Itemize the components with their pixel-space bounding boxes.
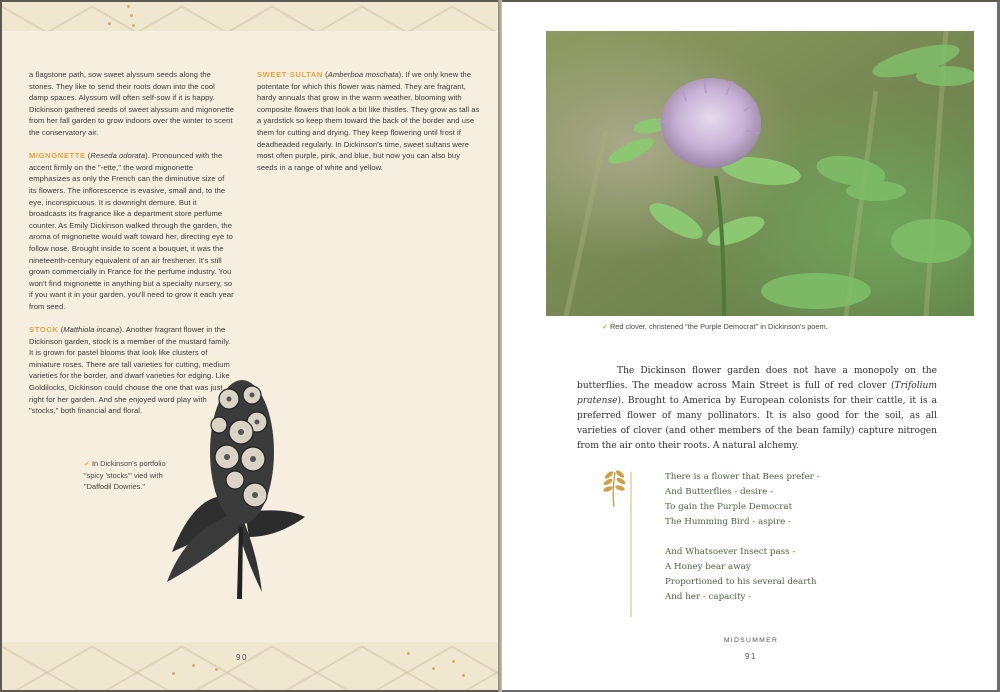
text-column-1 <box>29 69 234 428</box>
entry-stock: STOCK (Matthiola incana). Another fragrant flower in the Dickinson garden, stock is a member of the mustard family. It is grown for pastel blooms that look like clusters of miniature roses. There are tall varieties for cutting, medium varieties for the border, and dwarf varieties for edging. Like Goldilocks, Dickinson could choose the one that was just right for her garden. And she enjoyed word play with "stocks," both financial and floral. <box>29 325 231 416</box>
decorative-footer-band <box>2 642 500 690</box>
leaf-bullet-icon: ✔ <box>602 324 608 331</box>
latin-name: Amberboa moschata <box>327 70 399 79</box>
decorative-header-band <box>2 2 500 31</box>
poem <box>665 470 895 605</box>
entry-heading: SWEET SULTAN <box>257 70 323 79</box>
page-number: 90 <box>236 653 248 662</box>
poem-divider <box>630 472 632 617</box>
entry-text: . Another fragrant flower in the Dickinson garden, stock is a member of the mustard family. It is grown for pastel blooms that look like clusters of miniature roses. There are tall varieties for cutting, medium varieties for the border, and dwarf varieties for edging. Like Goldilocks, Dickinson could choose the one that was just right for her garden. And she enjoyed word play with "stocks," both financial and floral. <box>29 325 231 416</box>
right-page <box>502 0 1000 692</box>
illustration-caption: ✔ In Dickinson's portfolio "spicy 'stocks'" vied with "Daffodil Dowries." <box>84 459 166 491</box>
photo-caption: ✔ Red clover, christened "the Purple Democrat" in Dickinson's poem. <box>602 322 828 331</box>
poem-line: The Humming Bird - aspire - <box>665 517 791 527</box>
body-paragraph: The Dickinson flower garden does not have a monopoly on the butterflies. The meadow across Main Street is full of red clover (Trifolium pratense). Brought to America by European colonists for their cattle, it is a preferred flower of many pollinators. It is also good for the soil, as all varieties of clover (and other members of the bean family) capture nitrogen from the air onto their roots. A natural alchemy. <box>577 366 937 452</box>
poem-line: To gain the Purple Democrat <box>665 502 793 512</box>
poem-line: There is a flower that Bees prefer - <box>665 472 820 482</box>
running-head: MIDSUMMER <box>723 637 779 644</box>
poem-line: And her - capacity - <box>665 592 752 602</box>
leaf-bullet-icon: ✔ <box>84 461 90 468</box>
poem-line: And Whatsoever Insect pass - <box>665 547 796 557</box>
entry-text: . If we only knew the potentate for which this flower was named. They are fragrant, hardy annuals that grow in the warm weather, blooming with composite flowers that look a bit like thistles. They grow as tall as a yardstick so keep them toward the back of the border and use them for cutting and drying. They keep flowering until frost if deadheaded regularly. In Dickinson's time, sweet sultans were most often purple, pink, and blue, but now you can also buy seeds in a range of white and yellow. <box>257 70 480 172</box>
poem-line: A Honey bear away <box>665 562 751 572</box>
latin-name: Reseda odorata <box>90 151 146 161</box>
poem-line: Proportioned to his several dearth <box>665 577 817 587</box>
latin-name: Matthiola incana <box>63 325 120 335</box>
latin-name: Trifolium pratense <box>577 381 937 407</box>
entry-mignonette: MIGNONETTE (Reseda odorata). Pronounced with the accent firmly on the "-ette," the word mignonette emphasizes as only the French can the diminutive size of its flowers. The inflorescence is evasive, small and, to the eye, inconspicuous. It is downright demure. But it broadcasts its fragrance like a department store perfume counter. As Emily Dickinson walked through the garden, the aroma of mignonette would waft toward her, directing eye to follow nose. Brought inside to scent a bouquet, it was the nineteenth-century equivalent of an air freshener. It's still grown commercially in France for the perfume industry. You won't find mignonette in anything but a specialty nursery, so if you want it in your garden, you'll need to grow it each year from seed. <box>29 151 234 311</box>
intro-paragraph: a flagstone path, sow sweet alyssum seeds along the stones. They like to send their roots down into the cool damp spaces. Alyssum will often self-sow if it is happy. Dickinson gathered seeds of sweet alyssum and mignonette from her fall garden to grow indoors over the winter to scent the conservatory air. <box>29 70 234 137</box>
poem-line: And Butterflies - desire - <box>665 487 774 497</box>
red-clover-photo <box>546 31 974 316</box>
entry-heading: MIGNONETTE <box>29 151 86 161</box>
page-number: 91 <box>745 652 757 661</box>
entry-heading: STOCK <box>29 325 59 335</box>
text-column-2 <box>257 69 482 185</box>
entry-sweet-sultan: SWEET SULTAN (Amberboa moschata). If we only knew the potentate for which this flower was named. They are fragrant, hardy annuals that grow in the warm weather, blooming with composite flowers that look a bit like thistles. They grow as tall as a yardstick so keep them toward the back of the border and use them for cutting and drying. They keep flowering until frost if deadheaded regularly. In Dickinson's time, sweet sultans were most often purple, pink, and blue, but now you can also buy seeds in a range of white and yellow. <box>257 70 480 172</box>
wheat-sprig-icon <box>599 467 629 507</box>
stock-flower-illustration <box>167 377 307 602</box>
entry-text: . Pronounced with the accent firmly on the "-ette," the word mignonette emphasizes as only the French can the diminutive size of its flowers. The inflorescence is evasive, small and, to the eye, inconspicuous. It is downright demure. But it broadcasts its fragrance like a department store perfume counter. As Emily Dickinson walked through the garden, the aroma of mignonette would waft toward her, directing eye to follow nose. Brought inside to scent a bouquet, it was the nineteenth-century equivalent of an air freshener. It's still grown commercially in France for the perfume industry. You won't find mignonette in anything but a specialty nursery, so if you want it in your garden, you'll need to grow it each year from seed. <box>29 151 234 311</box>
